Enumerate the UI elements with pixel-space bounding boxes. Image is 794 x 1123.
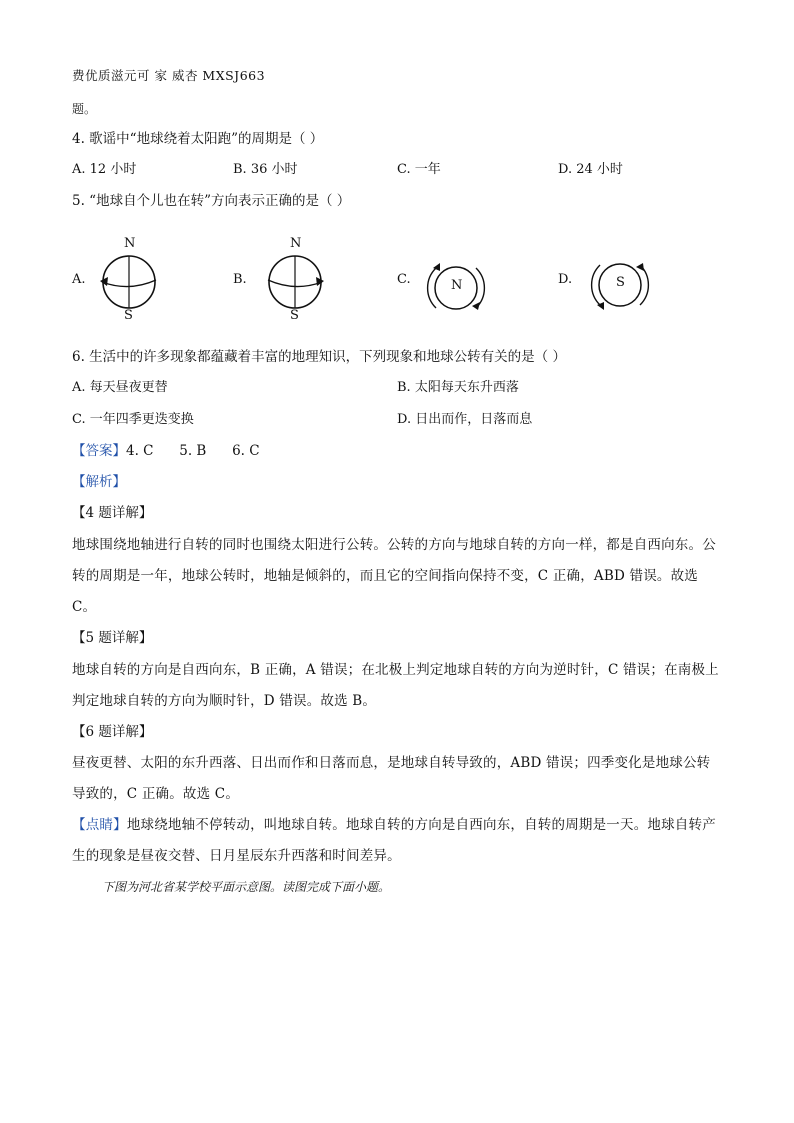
question-4-option-a: A. 12 小时 bbox=[72, 162, 137, 177]
globe-diagram-a bbox=[92, 238, 170, 326]
globe-a-south-label: S bbox=[124, 308, 133, 323]
globe-diagram-b bbox=[258, 238, 336, 326]
question-6-stem: 6. 生活中的许多现象都蕴藏着丰富的地理知识，下列现象和地球公转有关的是（ ） bbox=[72, 349, 566, 365]
question-4-option-c: C. 一年 bbox=[397, 162, 441, 177]
detail-6-text: 昼夜更替、太阳的东升西落、日出而作和日落而息，是地球自转导致的，ABD 错误；四季变化是地球公转导致的，C 正确。故选 C。 bbox=[72, 755, 711, 802]
answer-tag: 【答案】 bbox=[72, 443, 126, 459]
question-5-option-b: B. bbox=[233, 272, 247, 287]
question-6-option-a: A. 每天昼夜更替 bbox=[72, 380, 168, 395]
polar-c-center-label: N bbox=[451, 278, 463, 293]
watermark-header: 费优质滋元可 家 威杏 MXSJ663 bbox=[72, 68, 266, 83]
next-section-intro: 下图为河北省某学校平面示意图。读图完成下面小题。 bbox=[102, 880, 391, 894]
polar-d-center-label: S bbox=[616, 275, 625, 290]
globe-b-north-label: N bbox=[290, 236, 302, 251]
answer-text: 4. C 5. B 6. C bbox=[126, 443, 260, 459]
question-5-option-d: D. bbox=[558, 272, 573, 287]
globe-diagram-c bbox=[418, 258, 494, 320]
question-6-option-c: C. 一年四季更迭变换 bbox=[72, 412, 194, 427]
question-4-option-b: B. 36 小时 bbox=[233, 162, 298, 177]
question-5-option-c: C. bbox=[397, 272, 411, 287]
tip-text: 地球绕地轴不停转动，叫地球自转。地球自转的方向是自西向东，自转的周期是一天。地球自转产生的现象是昼夜交替、日月星辰东升西落和时间差异。 bbox=[72, 817, 716, 864]
question-4-option-d: D. 24 小时 bbox=[558, 162, 623, 177]
globe-a-north-label: N bbox=[124, 236, 136, 251]
detail-4-heading: 【4 题详解】 bbox=[72, 505, 153, 521]
detail-4-text: 地球围绕地轴进行自转的同时也围绕太阳进行公转。公转的方向与地球自转的方向一样，都是自西向东。公转的周期是一年，地球公转时，地轴是倾斜的，而且它的空间指向保持不变，C 正确，ABD 错误。故选 C。 bbox=[72, 537, 716, 615]
tip-tag: 【点睛】 bbox=[72, 817, 127, 833]
detail-5-heading: 【5 题详解】 bbox=[72, 630, 153, 646]
question-6-option-d: D. 日出而作，日落而息 bbox=[397, 412, 533, 427]
question-4-stem: 4. 歌谣中“地球绕着太阳跑”的周期是（ ） bbox=[72, 131, 324, 147]
question-5-stem: 5. “地球自个儿也在转”方向表示正确的是（ ） bbox=[72, 193, 351, 209]
globe-b-south-label: S bbox=[290, 308, 299, 323]
globe-diagram-d bbox=[582, 255, 658, 317]
analysis-tag: 【解析】 bbox=[72, 474, 126, 490]
detail-6-heading: 【6 题详解】 bbox=[72, 724, 153, 740]
answer-line bbox=[72, 441, 260, 461]
continuation-text: 题。 bbox=[72, 102, 97, 116]
question-6-option-b: B. 太阳每天东升西落 bbox=[397, 380, 519, 395]
detail-5-text: 地球自转的方向是自西向东，B 正确，A 错误；在北极上判定地球自转的方向为逆时针，C 错误；在南极上判定地球自转的方向为顺时针，D 错误。故选 B。 bbox=[72, 662, 719, 709]
question-5-option-a: A. bbox=[72, 272, 86, 287]
tip-paragraph bbox=[72, 810, 722, 872]
